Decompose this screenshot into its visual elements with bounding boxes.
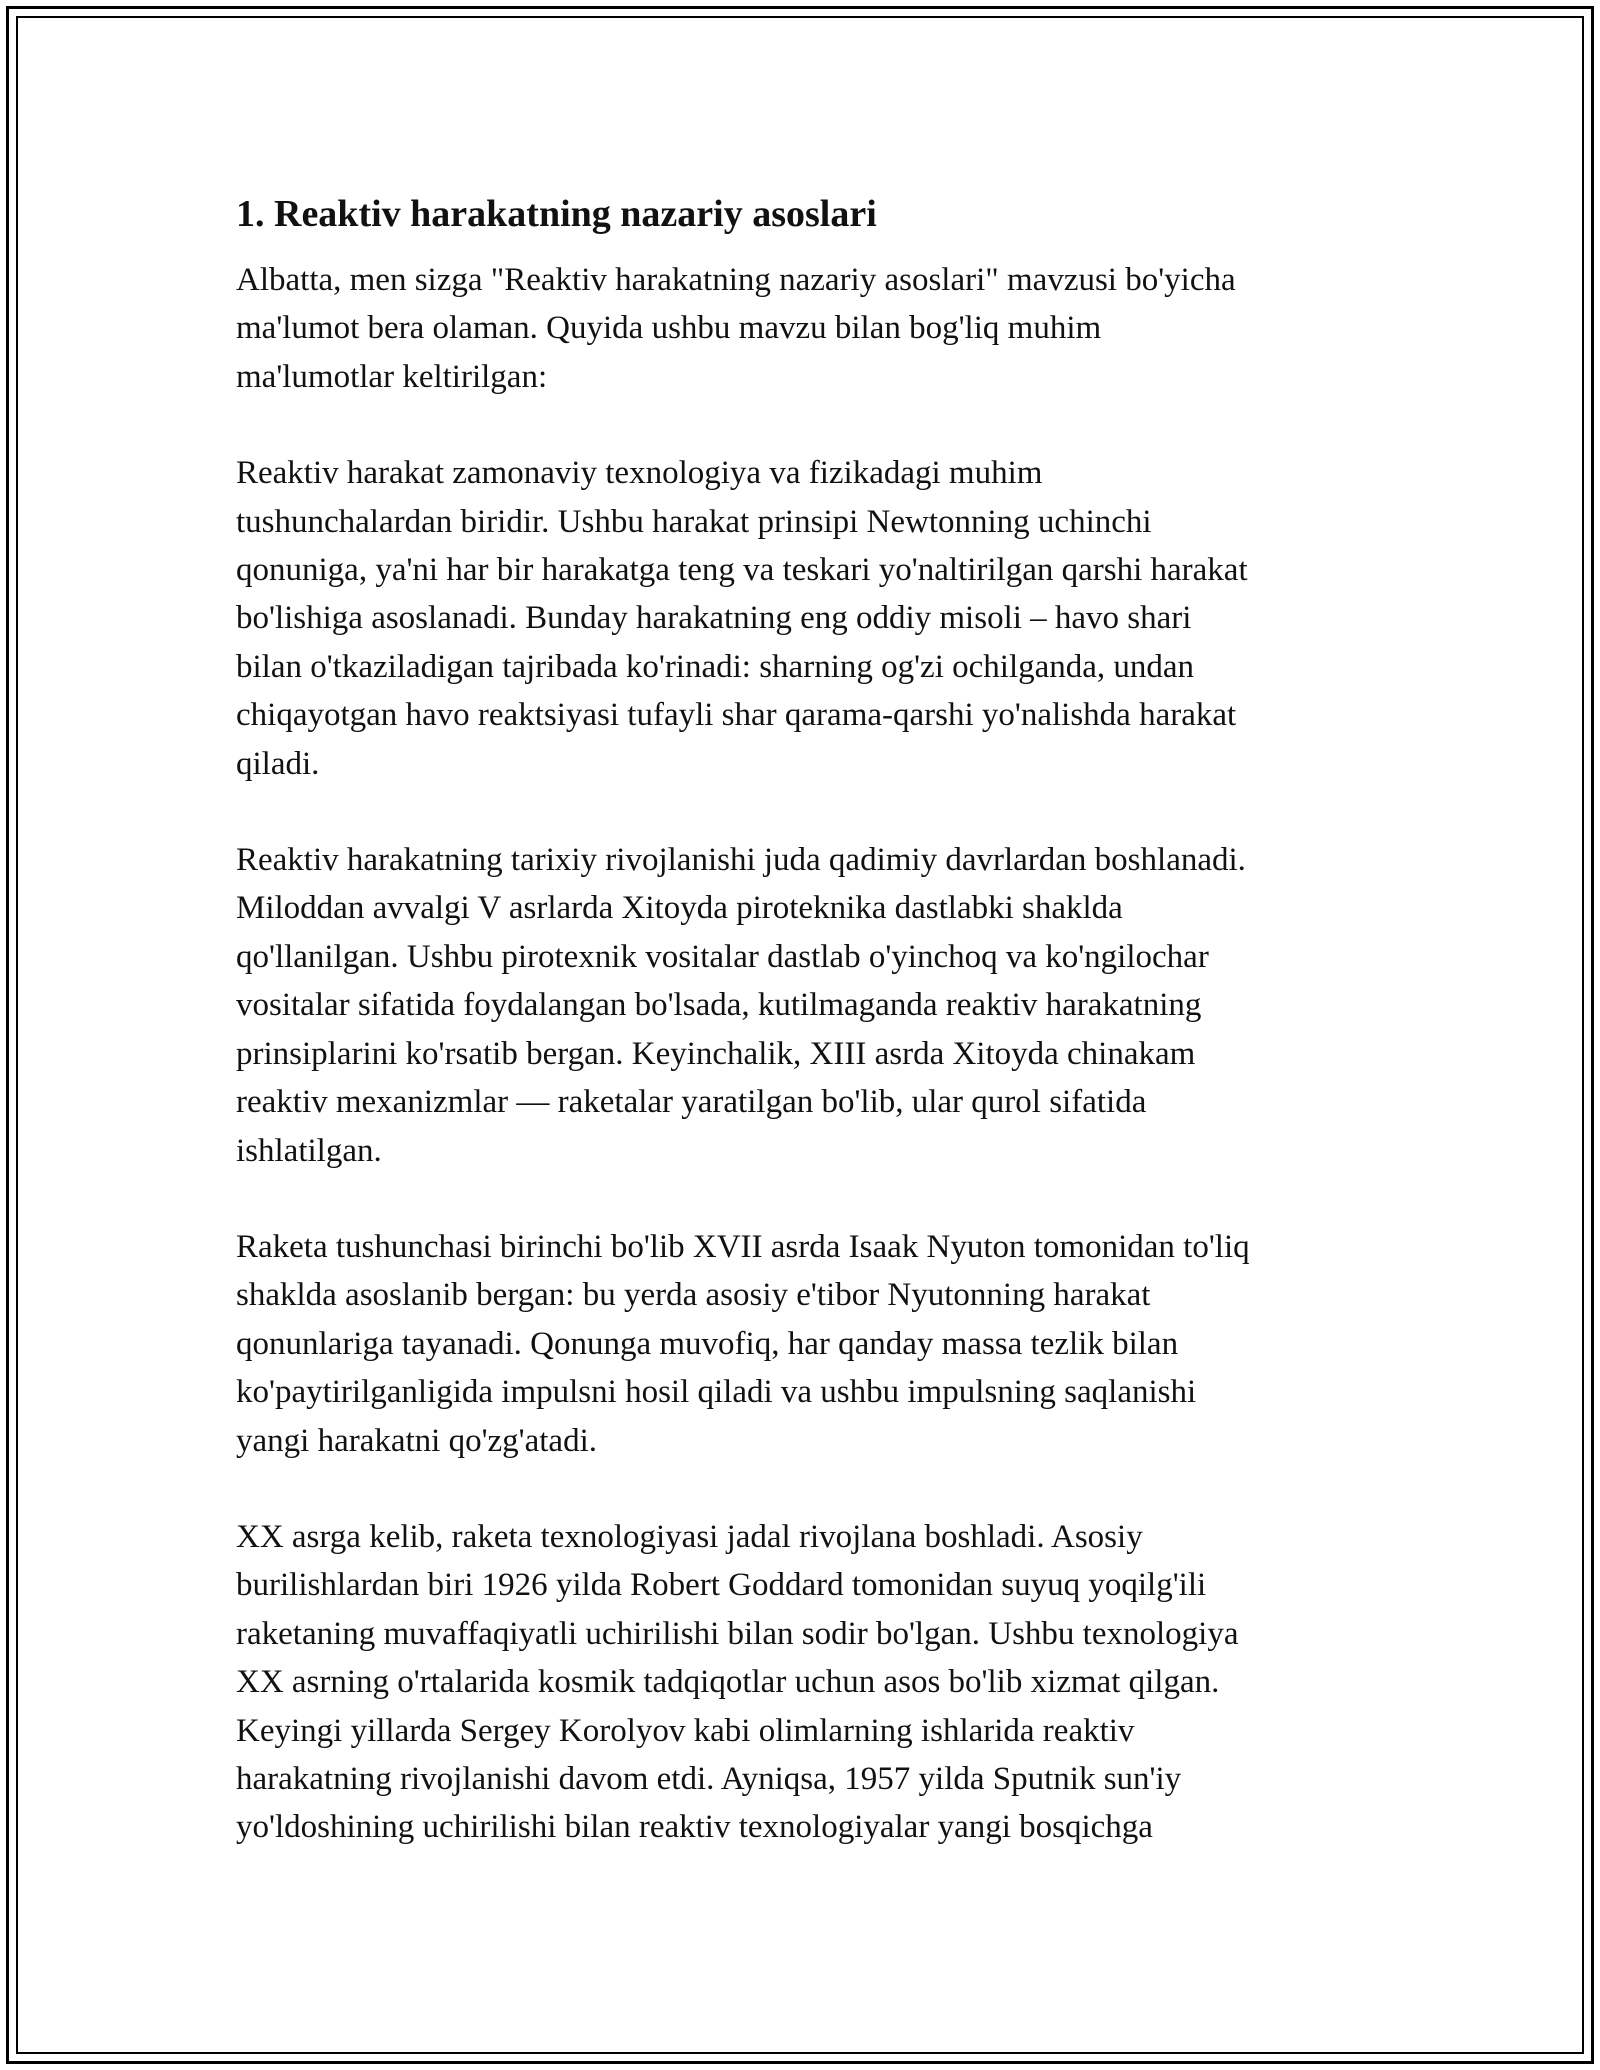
text-line: vositalar sifatida foydalangan bo'lsada, kutilmaganda reaktiv harakatning bbox=[236, 987, 1202, 1024]
document-body bbox=[236, 186, 1372, 1900]
text-line: harakatning rivojlanishi davom etdi. Ayniqsa, 1957 yilda Sputnik sun'iy bbox=[236, 1760, 1182, 1797]
text-line: shaklda asoslanib bergan: bu yerda asosiy e'tibor Nyutonning harakat bbox=[236, 1277, 1151, 1314]
text-line: burilishlardan biri 1926 yilda Robert Goddard tomonidan suyuq yoqilg'ili bbox=[236, 1567, 1207, 1604]
text-line: ma'lumotlar keltirilgan: bbox=[236, 358, 548, 395]
paragraph-intro bbox=[236, 256, 1372, 401]
text-line: Reaktiv harakatning tarixiy rivojlanishi juda qadimiy davrlardan boshlanadi. bbox=[236, 842, 1246, 879]
text-line: raketaning muvaffaqiyatli uchirilishi bilan sodir bo'lgan. Ushbu texnologiya bbox=[236, 1615, 1239, 1652]
text-line: Miloddan avvalgi V asrlarda Xitoyda piroteknika dastlabki shaklda bbox=[236, 890, 1123, 927]
paragraph-newton bbox=[236, 1223, 1372, 1465]
text-line: yo'ldoshining uchirilishi bilan reaktiv texnologiyalar yangi bosqichga bbox=[236, 1809, 1153, 1846]
text-line: ko'paytirilganligida impulsni hosil qiladi va ushbu impulsning saqlanishi bbox=[236, 1374, 1197, 1411]
section-heading: 1. Reaktiv harakatning nazariy asoslari bbox=[236, 193, 877, 235]
text-line: chiqayotgan havo reaktsiyasi tufayli shar qarama-qarshi yo'nalishda harakat bbox=[236, 697, 1237, 734]
text-line: qonunlariga tayanadi. Qonunga muvofiq, har qanday massa tezlik bilan bbox=[236, 1325, 1179, 1362]
text-line: ishlatilgan. bbox=[236, 1132, 382, 1169]
text-line: ma'lumot bera olaman. Quyida ushbu mavzu bilan bog'liq muhim bbox=[236, 310, 1102, 347]
text-line: Reaktiv harakat zamonaviy texnologiya va fizikadagi muhim bbox=[236, 455, 1043, 492]
text-line: qiladi. bbox=[236, 745, 320, 782]
text-line: qo'llanilgan. Ushbu pirotexnik vositalar dastlab o'yinchoq va ko'ngilochar bbox=[236, 938, 1209, 975]
text-line: prinsiplarini ko'rsatib bergan. Keyinchalik, XIII asrda Xitoyda chinakam bbox=[236, 1035, 1196, 1072]
text-line: Albatta, men sizga "Reaktiv harakatning nazariy asoslari" mavzusi bo'yicha bbox=[236, 262, 1236, 298]
text-line: Keyingi yillarda Sergey Korolyov kabi olimlarning ishlarida reaktiv bbox=[236, 1712, 1135, 1749]
text-line: Raketa tushunchasi birinchi bo'lib XVII asrda Isaak Nyuton tomonidan to'liq bbox=[236, 1228, 1250, 1265]
paragraph-twentieth-century bbox=[236, 1513, 1372, 1852]
text-line: XX asrga kelib, raketa texnologiyasi jadal rivojlana boshladi. Asosiy bbox=[236, 1518, 1143, 1555]
text-line: bilan o'tkaziladigan tajribada ko'rinadi: sharning og'zi ochilganda, undan bbox=[236, 648, 1195, 685]
paragraph-history bbox=[236, 836, 1372, 1175]
text-line: bo'lishiga asoslanadi. Bunday harakatning eng oddiy misoli – havo shari bbox=[236, 600, 1192, 637]
text-line: tushunchalardan biridir. Ushbu harakat prinsipi Newtonning uchinchi bbox=[236, 503, 1152, 540]
text-line: XX asrning o'rtalarida kosmik tadqiqotlar uchun asos bo'lib xizmat qilgan. bbox=[236, 1664, 1220, 1701]
text-line: reaktiv mexanizmlar — raketalar yaratilgan bo'lib, ular qurol sifatida bbox=[236, 1084, 1147, 1121]
paragraph-definition bbox=[236, 449, 1372, 788]
text-line: yangi harakatni qo'zg'atadi. bbox=[236, 1422, 598, 1459]
text-line: qonuniga, ya'ni har bir harakatga teng va teskari yo'naltirilgan qarshi harakat bbox=[236, 552, 1248, 589]
